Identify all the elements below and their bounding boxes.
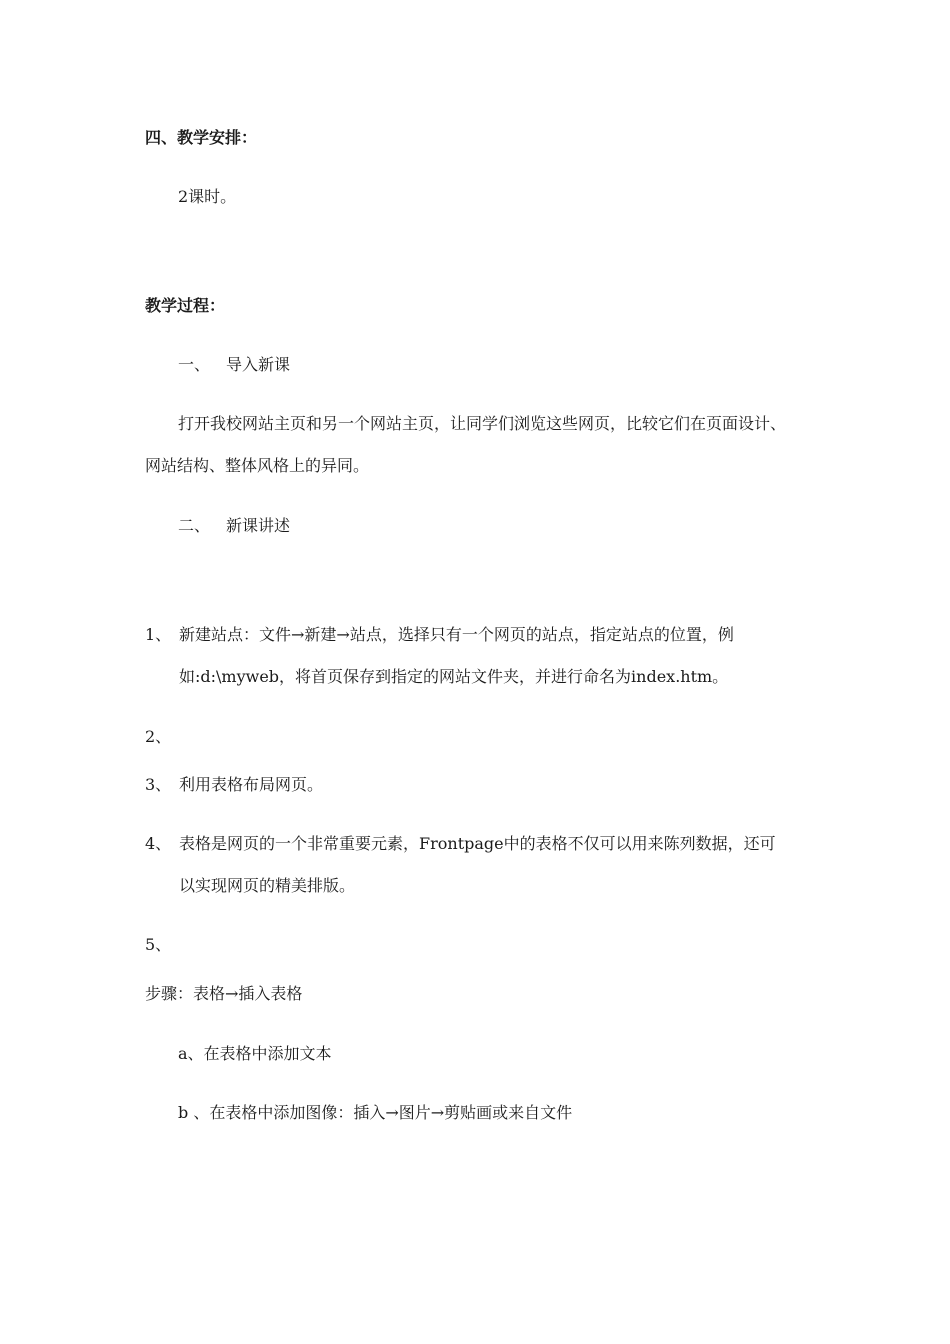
intro-paragraph-line-1: 打开我校网站主页和另一个网站主页，让同学们浏览这些网页，比较它们在页面设计、 xyxy=(178,414,787,433)
part-number: 二、 xyxy=(178,516,211,535)
list-item-number: 3、 xyxy=(145,775,172,794)
list-item-1-continuation: 如:d:\myweb，将首页保存到指定的网站文件夹，并进行命名为index.htm。 xyxy=(179,667,729,686)
list-item-5 xyxy=(145,935,179,955)
step-a: a、在表格中添加文本 xyxy=(178,1044,332,1063)
list-item-3 xyxy=(145,775,323,795)
part-number: 一、 xyxy=(178,355,211,374)
list-item-4 xyxy=(145,834,776,854)
list-item-number: 1、 xyxy=(145,625,172,644)
part-title: 导入新课 xyxy=(226,355,291,374)
section-heading-teaching-schedule: 四、教学安排： xyxy=(145,128,258,147)
part-title: 新课讲述 xyxy=(226,516,291,535)
list-item-text: 表格是网页的一个非常重要元素，Frontpage中的表格不仅可以用来陈列数据，还可 xyxy=(179,834,776,853)
list-item-number: 5、 xyxy=(145,935,172,954)
list-item-2 xyxy=(145,727,179,747)
intro-paragraph-line-2: 网站结构、整体风格上的异同。 xyxy=(145,456,370,475)
list-item-text: 利用表格布局网页。 xyxy=(179,775,324,794)
step-b: b 、在表格中添加图像：插入→图片→剪贴画或来自文件 xyxy=(178,1103,573,1122)
class-hours-text: 2课时。 xyxy=(178,187,237,206)
part-heading-new-lesson xyxy=(178,516,290,536)
part-heading-intro xyxy=(178,355,290,375)
list-item-1 xyxy=(145,625,734,645)
steps-title: 步骤：表格→插入表格 xyxy=(145,984,303,1003)
section-heading-teaching-process: 教学过程： xyxy=(145,296,226,315)
list-item-number: 2、 xyxy=(145,727,172,746)
list-item-text: 新建站点：文件→新建→站点，选择只有一个网页的站点，指定站点的位置，例 xyxy=(179,625,734,644)
list-item-4-continuation: 以实现网页的精美排版。 xyxy=(179,876,356,895)
list-item-number: 4、 xyxy=(145,834,172,853)
